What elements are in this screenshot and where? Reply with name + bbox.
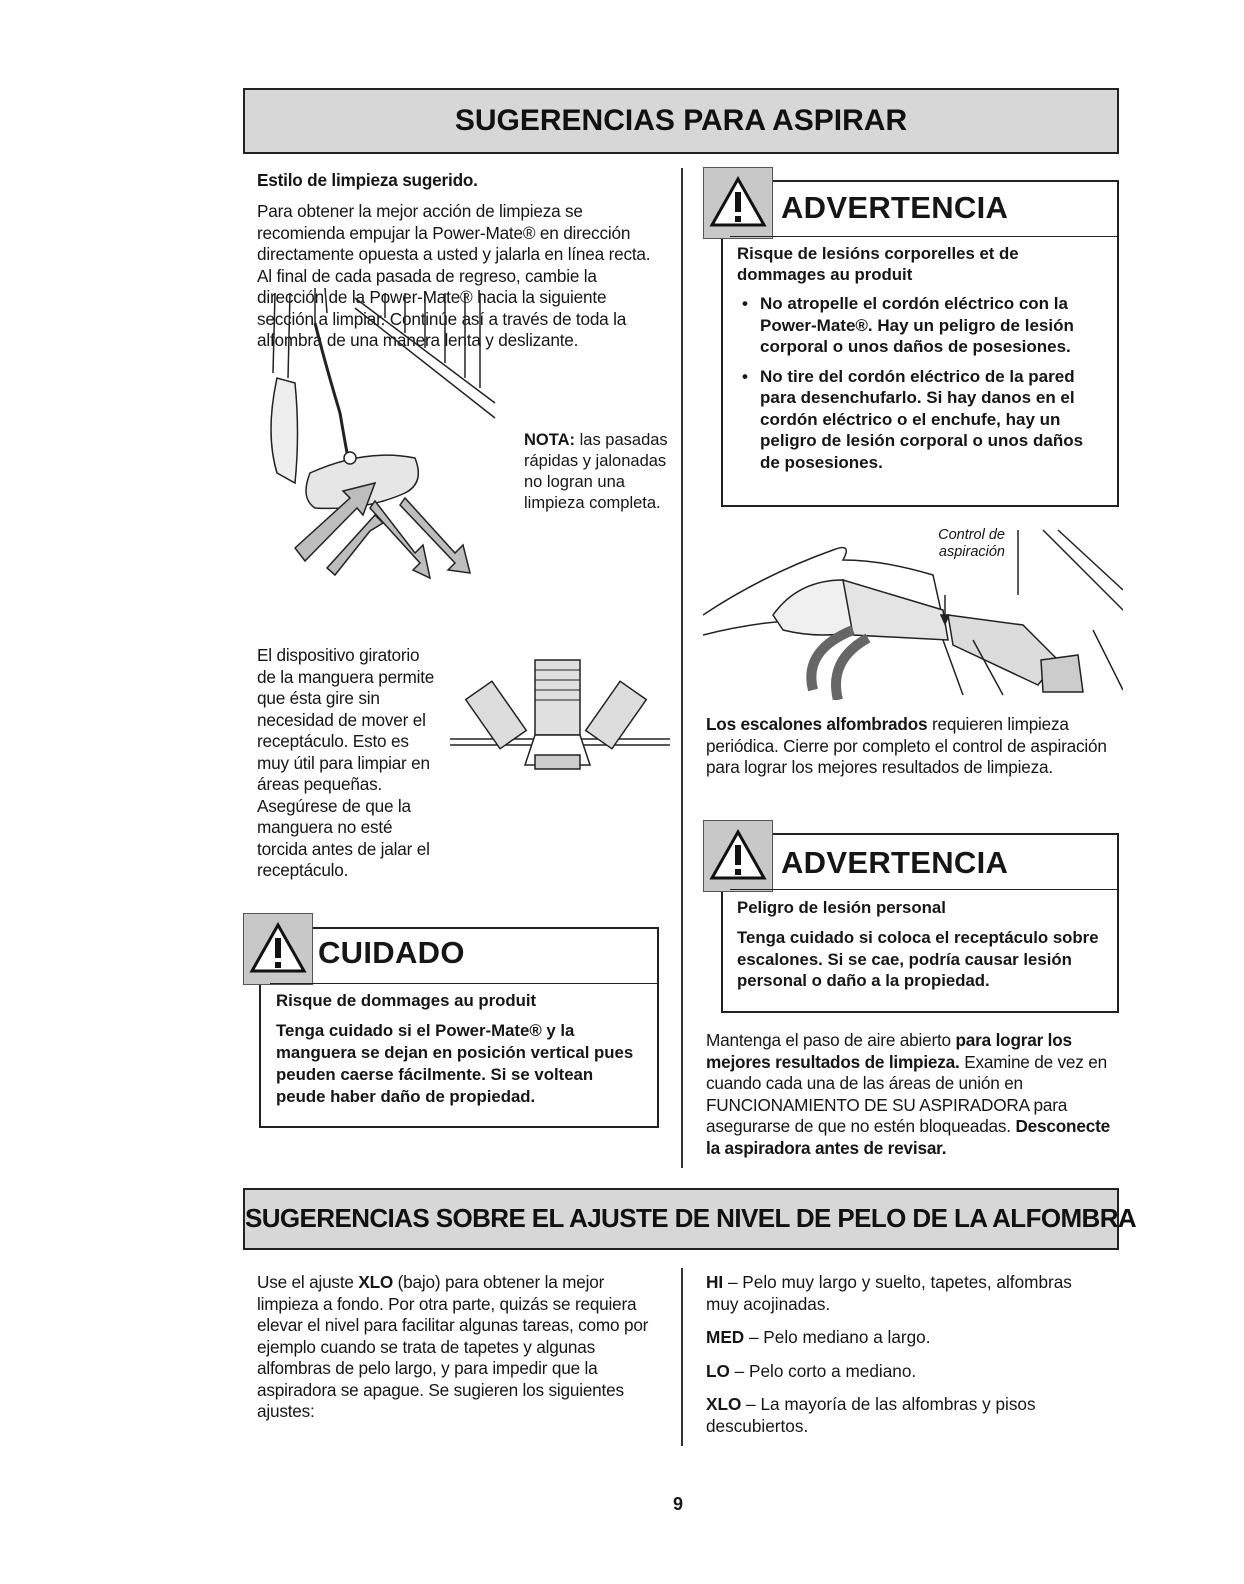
warning-triangle-icon (249, 922, 307, 974)
setting-lo: LO – Pelo corto a mediano. (706, 1360, 917, 1381)
airway-d: Desconecte la aspiradora antes de revisar. (706, 1116, 1110, 1158)
setting-xlo: XLO – La mayoría de las alfombras y pisos descubiertos. (706, 1394, 1036, 1436)
airway-a: Mantenga el paso de aire abierto (706, 1030, 956, 1050)
note-text: las pasadas rápidas y jalonadas no logran una limpieza completa. (524, 431, 668, 512)
stairs-text: requieren limpieza periódica. Cierre por completo el control de aspiración para lograr los mejores resultados de limpieza. (706, 714, 1107, 777)
pile-intro-b: XLO (358, 1272, 394, 1292)
warning-title-rule (730, 236, 1119, 237)
setting-hi: HI – Pelo muy largo y suelto, tapetes, alfombras muy acojinadas. (706, 1272, 1072, 1314)
airway-c: Examine de vez en cuando cada una de las áreas de unión en FUNCIONAMIENTO DE SU ASPIRADORA para asegurarse de que no estén bloqueadas. (706, 1051, 1107, 1136)
warning-bullet: • No tire del cordón eléctrico de la pared para desenchufarlo. Si hay danos en el cordón eléctrico o el enchufe, hay un peligro de lesión corporal o unos daños de posesiones. (740, 366, 1105, 474)
stairs-paragraph (706, 714, 1116, 779)
pile-intro-a: Use el ajuste (257, 1272, 359, 1292)
warning-bullets (740, 293, 1105, 481)
cleaning-paragraph: Para obtener la mejor acción de limpieza se recomienda empujar la Power-Mate® en dirección directamente opuesta a usted y jalarla en línea recta. Al final de cada pasada de regreso, cambie la dirección de la Power-Mate® hacia la siguiente sección a limpiar. Continúe así a través de toda la alfombra de una manera lenta y deslizante. (257, 201, 651, 350)
setting-med: MED – Pelo mediano a largo. (706, 1327, 931, 1347)
hose-swivel-illustration (450, 655, 670, 775)
column-divider (681, 168, 683, 1168)
warning-subtitle: Risque de lesións corporelles et de dommages au produit (737, 244, 1019, 284)
swivel-paragraph: El dispositivo giratorio de la manguera permite que ésta gire sin necesidad de mover el receptáculo. Esto es muy útil para limpiar en áreas pequeñas. Asegúrese de que la manguera no esté torcida antes de jalar el receptáculo. (257, 645, 435, 880)
warning-title-rule (730, 889, 1119, 890)
warning-body: Tenga cuidado si coloca el receptáculo sobre escalones. Si se cae, podría causar lesión personal o daño a la propiedad. (737, 928, 1099, 990)
suction-label-line2: aspiración (938, 544, 1005, 560)
caution-body: Tenga cuidado si el Power-Mate® y la manguera se dejan en posición vertical pues peuden caerse fácilmente. Si se voltean peude haber daño de propiedad. (276, 1021, 634, 1106)
note-label: NOTA: (524, 431, 576, 449)
pile-intro-c: (bajo) para obtener la mejor limpieza a fondo. Por otra parte, quizás se requiera elevar el nivel para facilitar algunas tareas, como por ejemplo cuando se trata de tapetes y algunas alfombras de pelo largo, y para impedir que la aspiradora se apague. Se sugieren los siguientes ajustes: (257, 1272, 649, 1421)
pile-settings-list (706, 1272, 1106, 1449)
banner-title: SUGERENCIAS SOBRE EL AJUSTE DE NIVEL DE PELO DE LA ALFOMBRA (245, 1203, 1137, 1233)
suction-control-label (900, 527, 1005, 561)
note-block (524, 430, 674, 514)
vacuum-push-illustration (255, 283, 515, 613)
section-banner-vacuuming-tips (243, 88, 1119, 154)
warning-bullet: • No atropelle el cordón eléctrico con la Power-Mate®. Hay un peligro de lesión corporal o unos daños de posesiones. (740, 293, 1105, 358)
column-divider (681, 1268, 683, 1446)
suction-label-line1: Control de (938, 527, 1005, 543)
section-banner-pile-height (243, 1188, 1137, 1250)
pile-intro-paragraph (257, 1272, 659, 1423)
caution-title: CUIDADO (318, 935, 465, 970)
caution-subtitle: Risque de dommages au produit (276, 991, 537, 1010)
warning-subtitle: Peligro de lesión personal (737, 898, 946, 917)
airway-paragraph (706, 1030, 1116, 1159)
warning-triangle-icon (709, 829, 767, 881)
warning-title: ADVERTENCIA (781, 190, 1009, 225)
subheading-cleaning-style: Estilo de limpieza sugerido. (257, 170, 478, 190)
stairs-bold: Los escalones alfombrados (706, 714, 928, 734)
airway-b: para lograr los mejores resultados de limpieza. (706, 1030, 1072, 1072)
banner-title: SUGERENCIAS PARA ASPIRAR (454, 104, 908, 137)
warning-triangle-icon (709, 176, 767, 228)
page-number: 9 (673, 1494, 684, 1514)
caution-title-rule (270, 983, 659, 984)
warning-title: ADVERTENCIA (781, 845, 1009, 880)
